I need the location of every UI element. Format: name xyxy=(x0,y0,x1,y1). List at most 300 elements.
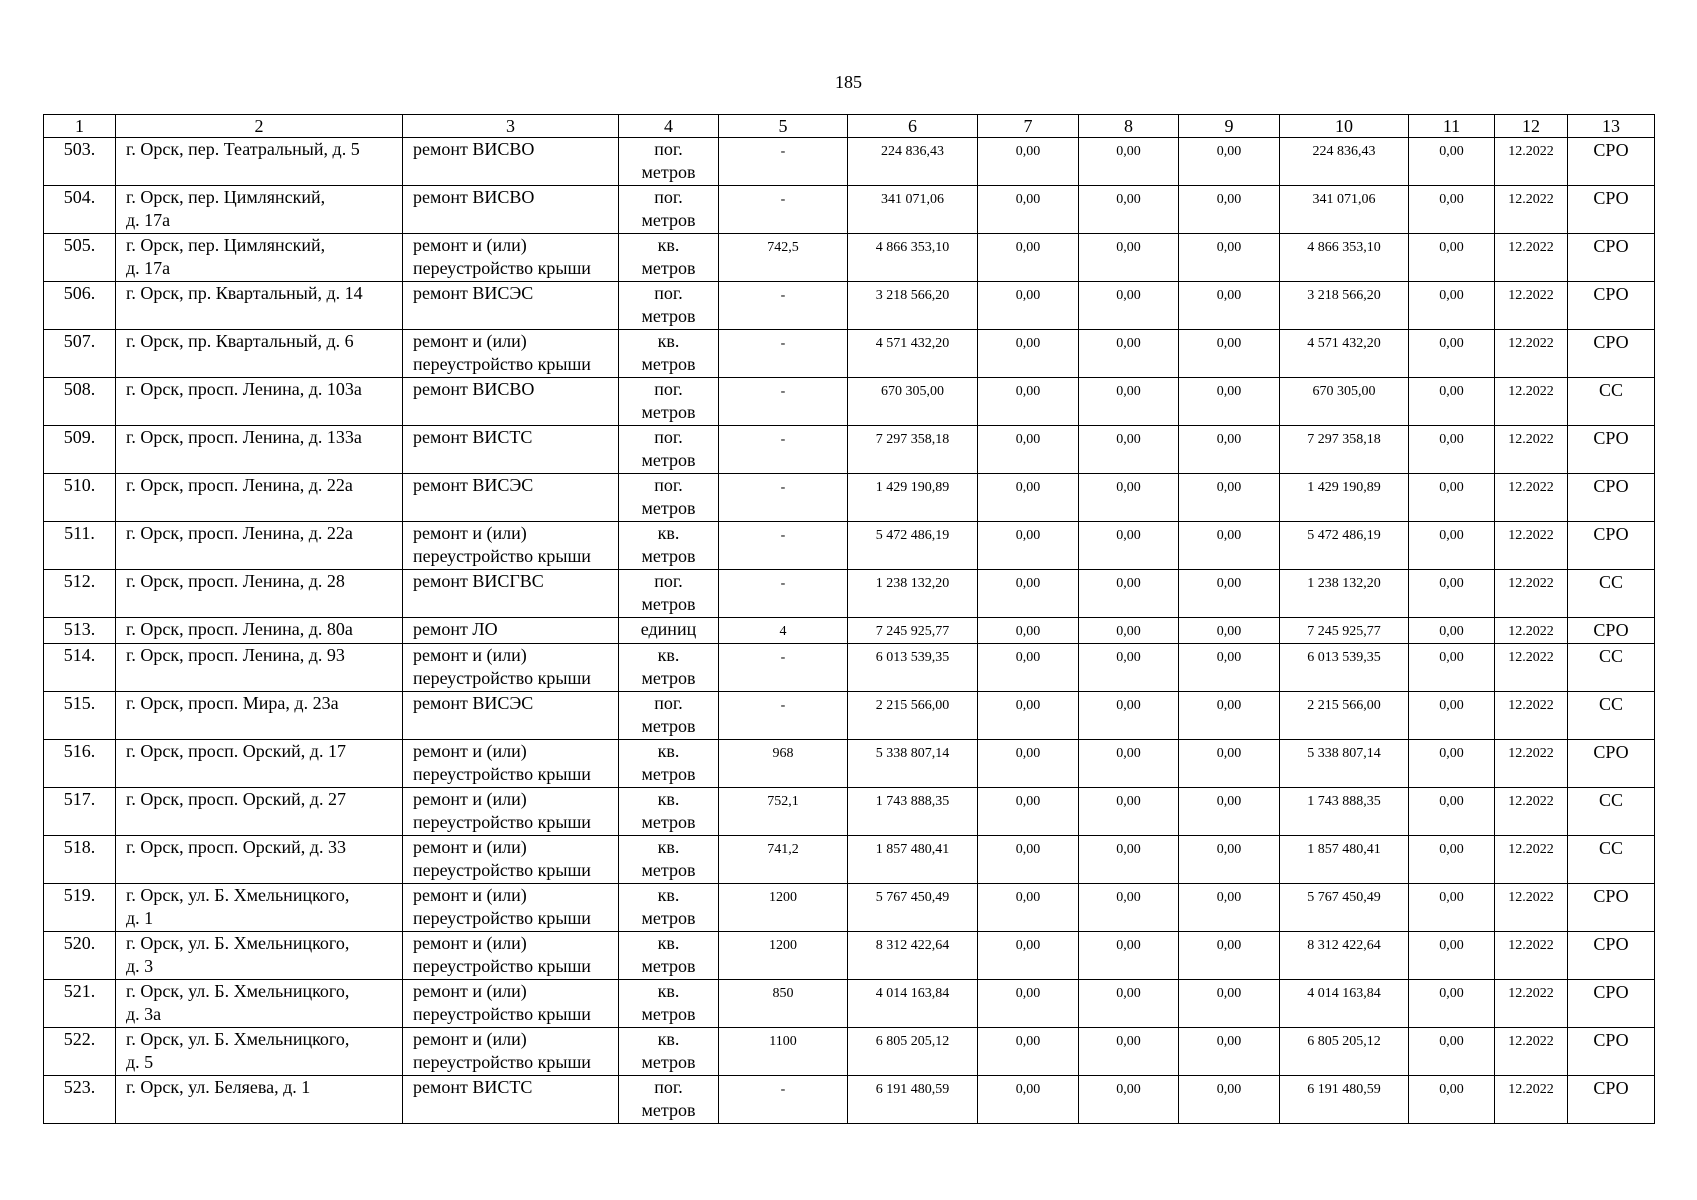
row-number: 508. xyxy=(44,378,116,426)
address-line: г. Орск, пер. Цимлянский, xyxy=(126,235,326,255)
row-number: 521. xyxy=(44,980,116,1028)
row-number: 523. xyxy=(44,1076,116,1124)
address-line: г. Орск, ул. Беляева, д. 1 xyxy=(126,1077,311,1097)
fund-cell-8: 0,00 xyxy=(1079,138,1179,186)
fund-cell-9: 0,00 xyxy=(1179,1028,1280,1076)
other-funds-cell: 0,00 xyxy=(1409,692,1495,740)
table-row xyxy=(44,522,1655,570)
owner-funds-cell: 7 245 925,77 xyxy=(1280,618,1409,644)
deadline-cell: 12.2022 xyxy=(1495,980,1568,1028)
unit-cell xyxy=(619,282,719,330)
total-cost-cell: 4 571 432,20 xyxy=(848,330,978,378)
address-line: г. Орск, просп. Ленина, д. 93 xyxy=(126,645,345,665)
work-type-line: ремонт и (или) xyxy=(413,523,527,543)
owner-funds-cell: 1 429 190,89 xyxy=(1280,474,1409,522)
fund-cell-7: 0,00 xyxy=(978,186,1079,234)
owner-funds-cell: 5 472 486,19 xyxy=(1280,522,1409,570)
fund-cell-9: 0,00 xyxy=(1179,474,1280,522)
unit-cell xyxy=(619,884,719,932)
volume-cell: 742,5 xyxy=(719,234,848,282)
total-cost-cell: 1 429 190,89 xyxy=(848,474,978,522)
unit-cell xyxy=(619,234,719,282)
work-type-cell xyxy=(403,522,619,570)
fund-cell-8: 0,00 xyxy=(1079,186,1179,234)
fund-cell-8: 0,00 xyxy=(1079,1028,1179,1076)
unit-cell xyxy=(619,618,719,644)
other-funds-cell: 0,00 xyxy=(1409,836,1495,884)
work-type-cell xyxy=(403,282,619,330)
fund-cell-7: 0,00 xyxy=(978,138,1079,186)
fund-cell-7: 0,00 xyxy=(978,618,1079,644)
address-cell xyxy=(116,426,403,474)
deadline-cell: 12.2022 xyxy=(1495,692,1568,740)
fund-cell-9: 0,00 xyxy=(1179,234,1280,282)
row-number: 511. xyxy=(44,522,116,570)
other-funds-cell: 0,00 xyxy=(1409,740,1495,788)
volume-cell: 741,2 xyxy=(719,836,848,884)
unit-cell xyxy=(619,378,719,426)
volume-cell: 752,1 xyxy=(719,788,848,836)
fund-cell-9: 0,00 xyxy=(1179,570,1280,618)
work-type-line: переустройство крыши xyxy=(413,668,591,688)
table-row xyxy=(44,138,1655,186)
deadline-cell: 12.2022 xyxy=(1495,426,1568,474)
row-number: 507. xyxy=(44,330,116,378)
other-funds-cell: 0,00 xyxy=(1409,618,1495,644)
table-row xyxy=(44,186,1655,234)
deadline-cell: 12.2022 xyxy=(1495,618,1568,644)
fund-cell-7: 0,00 xyxy=(978,932,1079,980)
row-number: 504. xyxy=(44,186,116,234)
table-row xyxy=(44,330,1655,378)
unit-line: кв. xyxy=(657,645,680,665)
fund-cell-9: 0,00 xyxy=(1179,378,1280,426)
unit-line: метров xyxy=(641,306,696,326)
unit-line: метров xyxy=(641,908,696,928)
fund-cell-8: 0,00 xyxy=(1079,932,1179,980)
address-line: г. Орск, просп. Ленина, д. 22а xyxy=(126,523,353,543)
address-line: г. Орск, просп. Ленина, д. 80а xyxy=(126,619,353,639)
unit-line: кв. xyxy=(657,741,680,761)
fund-cell-9: 0,00 xyxy=(1179,932,1280,980)
fund-cell-7: 0,00 xyxy=(978,378,1079,426)
unit-line: пог. xyxy=(654,1077,683,1097)
unit-cell xyxy=(619,740,719,788)
total-cost-cell: 1 743 888,35 xyxy=(848,788,978,836)
account-type-cell: СРО xyxy=(1568,740,1655,788)
deadline-cell: 12.2022 xyxy=(1495,740,1568,788)
table-row xyxy=(44,932,1655,980)
fund-cell-7: 0,00 xyxy=(978,1076,1079,1124)
work-type-line: ремонт и (или) xyxy=(413,837,527,857)
address-line: г. Орск, просп. Орский, д. 33 xyxy=(126,837,346,857)
total-cost-cell: 3 218 566,20 xyxy=(848,282,978,330)
work-type-line: переустройство крыши xyxy=(413,546,591,566)
fund-cell-9: 0,00 xyxy=(1179,330,1280,378)
unit-cell xyxy=(619,932,719,980)
address-line: г. Орск, просп. Орский, д. 27 xyxy=(126,789,346,809)
work-type-line: переустройство крыши xyxy=(413,908,591,928)
deadline-cell: 12.2022 xyxy=(1495,186,1568,234)
unit-line: метров xyxy=(641,258,696,278)
deadline-cell: 12.2022 xyxy=(1495,1076,1568,1124)
unit-line: кв. xyxy=(657,981,680,1001)
work-type-cell xyxy=(403,692,619,740)
owner-funds-cell: 5 338 807,14 xyxy=(1280,740,1409,788)
owner-funds-cell: 1 743 888,35 xyxy=(1280,788,1409,836)
unit-line: кв. xyxy=(657,933,680,953)
unit-line: метров xyxy=(641,668,696,688)
work-type-line: ремонт ВИСТС xyxy=(413,427,533,447)
other-funds-cell: 0,00 xyxy=(1409,1028,1495,1076)
address-line: д. 17а xyxy=(126,210,171,230)
address-line: г. Орск, пер. Цимлянский, xyxy=(126,187,326,207)
account-type-cell: СРО xyxy=(1568,980,1655,1028)
total-cost-cell: 224 836,43 xyxy=(848,138,978,186)
owner-funds-cell: 4 866 353,10 xyxy=(1280,234,1409,282)
deadline-cell: 12.2022 xyxy=(1495,234,1568,282)
other-funds-cell: 0,00 xyxy=(1409,644,1495,692)
work-type-line: переустройство крыши xyxy=(413,354,591,374)
unit-cell xyxy=(619,426,719,474)
volume-cell: 1100 xyxy=(719,1028,848,1076)
work-type-line: переустройство крыши xyxy=(413,764,591,784)
row-number: 516. xyxy=(44,740,116,788)
address-cell xyxy=(116,138,403,186)
row-number: 520. xyxy=(44,932,116,980)
volume-cell: - xyxy=(719,186,848,234)
address-cell xyxy=(116,618,403,644)
fund-cell-7: 0,00 xyxy=(978,836,1079,884)
unit-cell xyxy=(619,474,719,522)
deadline-cell: 12.2022 xyxy=(1495,138,1568,186)
fund-cell-7: 0,00 xyxy=(978,234,1079,282)
total-cost-cell: 1 857 480,41 xyxy=(848,836,978,884)
volume-cell: - xyxy=(719,426,848,474)
work-type-cell xyxy=(403,980,619,1028)
account-type-cell: СРО xyxy=(1568,1076,1655,1124)
work-type-cell xyxy=(403,474,619,522)
owner-funds-cell: 1 238 132,20 xyxy=(1280,570,1409,618)
address-line: г. Орск, пр. Квартальный, д. 6 xyxy=(126,331,354,351)
row-number: 522. xyxy=(44,1028,116,1076)
row-number: 519. xyxy=(44,884,116,932)
volume-cell: 4 xyxy=(719,618,848,644)
address-line: г. Орск, просп. Мира, д. 23а xyxy=(126,693,339,713)
address-cell xyxy=(116,1076,403,1124)
column-header: 10 xyxy=(1280,115,1409,138)
unit-cell xyxy=(619,138,719,186)
work-type-line: ремонт ЛО xyxy=(413,619,498,639)
address-cell xyxy=(116,884,403,932)
unit-line: метров xyxy=(641,210,696,230)
deadline-cell: 12.2022 xyxy=(1495,474,1568,522)
work-type-cell xyxy=(403,836,619,884)
row-number: 505. xyxy=(44,234,116,282)
unit-line: метров xyxy=(641,860,696,880)
account-type-cell: СРО xyxy=(1568,932,1655,980)
volume-cell: - xyxy=(719,330,848,378)
column-header: 7 xyxy=(978,115,1079,138)
fund-cell-8: 0,00 xyxy=(1079,378,1179,426)
unit-line: метров xyxy=(641,1100,696,1120)
volume-cell: - xyxy=(719,522,848,570)
unit-line: метров xyxy=(641,450,696,470)
address-cell xyxy=(116,282,403,330)
work-type-line: ремонт и (или) xyxy=(413,885,527,905)
owner-funds-cell: 6 013 539,35 xyxy=(1280,644,1409,692)
work-type-line: переустройство крыши xyxy=(413,1004,591,1024)
work-type-cell xyxy=(403,234,619,282)
fund-cell-9: 0,00 xyxy=(1179,186,1280,234)
other-funds-cell: 0,00 xyxy=(1409,234,1495,282)
work-type-cell xyxy=(403,570,619,618)
table-row xyxy=(44,1028,1655,1076)
total-cost-cell: 6 805 205,12 xyxy=(848,1028,978,1076)
column-header: 3 xyxy=(403,115,619,138)
table-row xyxy=(44,378,1655,426)
column-header: 13 xyxy=(1568,115,1655,138)
fund-cell-8: 0,00 xyxy=(1079,618,1179,644)
address-line: г. Орск, просп. Ленина, д. 28 xyxy=(126,571,345,591)
table-row xyxy=(44,618,1655,644)
row-number: 514. xyxy=(44,644,116,692)
volume-cell: - xyxy=(719,474,848,522)
deadline-cell: 12.2022 xyxy=(1495,932,1568,980)
address-cell xyxy=(116,836,403,884)
volume-cell: 850 xyxy=(719,980,848,1028)
address-cell xyxy=(116,522,403,570)
volume-cell: - xyxy=(719,1076,848,1124)
address-line: д. 5 xyxy=(126,1052,154,1072)
other-funds-cell: 0,00 xyxy=(1409,282,1495,330)
unit-cell xyxy=(619,330,719,378)
fund-cell-7: 0,00 xyxy=(978,1028,1079,1076)
fund-cell-7: 0,00 xyxy=(978,282,1079,330)
fund-cell-8: 0,00 xyxy=(1079,644,1179,692)
table-row xyxy=(44,836,1655,884)
fund-cell-7: 0,00 xyxy=(978,474,1079,522)
volume-cell: 1200 xyxy=(719,884,848,932)
repair-table xyxy=(43,114,1655,1124)
column-header: 11 xyxy=(1409,115,1495,138)
column-header: 4 xyxy=(619,115,719,138)
account-type-cell: СС xyxy=(1568,378,1655,426)
fund-cell-9: 0,00 xyxy=(1179,644,1280,692)
volume-cell: - xyxy=(719,692,848,740)
work-type-cell xyxy=(403,618,619,644)
owner-funds-cell: 4 571 432,20 xyxy=(1280,330,1409,378)
address-cell xyxy=(116,234,403,282)
work-type-cell xyxy=(403,1076,619,1124)
unit-cell xyxy=(619,570,719,618)
work-type-line: переустройство крыши xyxy=(413,258,591,278)
unit-cell xyxy=(619,788,719,836)
owner-funds-cell: 7 297 358,18 xyxy=(1280,426,1409,474)
row-number: 517. xyxy=(44,788,116,836)
table-row xyxy=(44,474,1655,522)
account-type-cell: СС xyxy=(1568,692,1655,740)
row-number: 513. xyxy=(44,618,116,644)
total-cost-cell: 5 338 807,14 xyxy=(848,740,978,788)
work-type-line: ремонт и (или) xyxy=(413,789,527,809)
unit-line: пог. xyxy=(654,187,683,207)
work-type-line: ремонт ВИСГВС xyxy=(413,571,544,591)
unit-line: пог. xyxy=(654,475,683,495)
total-cost-cell: 4 014 163,84 xyxy=(848,980,978,1028)
address-line: г. Орск, просп. Орский, д. 17 xyxy=(126,741,346,761)
work-type-cell xyxy=(403,932,619,980)
unit-line: метров xyxy=(641,764,696,784)
fund-cell-8: 0,00 xyxy=(1079,330,1179,378)
address-line: г. Орск, пер. Театральный, д. 5 xyxy=(126,139,360,159)
fund-cell-8: 0,00 xyxy=(1079,980,1179,1028)
total-cost-cell: 7 297 358,18 xyxy=(848,426,978,474)
deadline-cell: 12.2022 xyxy=(1495,522,1568,570)
account-type-cell: СС xyxy=(1568,788,1655,836)
address-cell xyxy=(116,980,403,1028)
column-header: 5 xyxy=(719,115,848,138)
unit-cell xyxy=(619,644,719,692)
work-type-line: ремонт ВИСВО xyxy=(413,187,535,207)
address-cell xyxy=(116,932,403,980)
account-type-cell: СРО xyxy=(1568,138,1655,186)
deadline-cell: 12.2022 xyxy=(1495,378,1568,426)
volume-cell: - xyxy=(719,644,848,692)
fund-cell-7: 0,00 xyxy=(978,330,1079,378)
table-row xyxy=(44,282,1655,330)
table-body xyxy=(44,138,1655,1124)
total-cost-cell: 6 191 480,59 xyxy=(848,1076,978,1124)
total-cost-cell: 670 305,00 xyxy=(848,378,978,426)
other-funds-cell: 0,00 xyxy=(1409,474,1495,522)
unit-cell xyxy=(619,836,719,884)
fund-cell-7: 0,00 xyxy=(978,740,1079,788)
column-header: 2 xyxy=(116,115,403,138)
unit-line: метров xyxy=(641,594,696,614)
fund-cell-8: 0,00 xyxy=(1079,692,1179,740)
fund-cell-7: 0,00 xyxy=(978,426,1079,474)
table-row xyxy=(44,884,1655,932)
unit-cell xyxy=(619,1076,719,1124)
work-type-line: ремонт ВИСЭС xyxy=(413,283,534,303)
address-cell xyxy=(116,644,403,692)
fund-cell-9: 0,00 xyxy=(1179,836,1280,884)
owner-funds-cell: 6 191 480,59 xyxy=(1280,1076,1409,1124)
table-row xyxy=(44,644,1655,692)
fund-cell-8: 0,00 xyxy=(1079,426,1179,474)
unit-cell xyxy=(619,186,719,234)
work-type-cell xyxy=(403,1028,619,1076)
work-type-line: переустройство крыши xyxy=(413,1052,591,1072)
fund-cell-8: 0,00 xyxy=(1079,884,1179,932)
address-cell xyxy=(116,1028,403,1076)
unit-line: метров xyxy=(641,812,696,832)
unit-line: кв. xyxy=(657,523,680,543)
fund-cell-7: 0,00 xyxy=(978,788,1079,836)
owner-funds-cell: 224 836,43 xyxy=(1280,138,1409,186)
volume-cell: - xyxy=(719,570,848,618)
account-type-cell: СС xyxy=(1568,644,1655,692)
address-cell xyxy=(116,740,403,788)
row-number: 512. xyxy=(44,570,116,618)
address-line: д. 3а xyxy=(126,1004,162,1024)
fund-cell-7: 0,00 xyxy=(978,692,1079,740)
fund-cell-9: 0,00 xyxy=(1179,692,1280,740)
address-line: г. Орск, просп. Ленина, д. 133а xyxy=(126,427,362,447)
address-line: г. Орск, ул. Б. Хмельницкого, xyxy=(126,885,350,905)
other-funds-cell: 0,00 xyxy=(1409,884,1495,932)
address-cell xyxy=(116,186,403,234)
fund-cell-7: 0,00 xyxy=(978,980,1079,1028)
work-type-cell xyxy=(403,884,619,932)
volume-cell: - xyxy=(719,378,848,426)
other-funds-cell: 0,00 xyxy=(1409,138,1495,186)
other-funds-cell: 0,00 xyxy=(1409,788,1495,836)
address-cell xyxy=(116,692,403,740)
work-type-line: ремонт и (или) xyxy=(413,235,527,255)
row-number: 506. xyxy=(44,282,116,330)
fund-cell-7: 0,00 xyxy=(978,570,1079,618)
address-line: г. Орск, ул. Б. Хмельницкого, xyxy=(126,981,350,1001)
fund-cell-9: 0,00 xyxy=(1179,618,1280,644)
address-line: г. Орск, ул. Б. Хмельницкого, xyxy=(126,1029,350,1049)
other-funds-cell: 0,00 xyxy=(1409,426,1495,474)
unit-cell xyxy=(619,1028,719,1076)
work-type-cell xyxy=(403,186,619,234)
table-row xyxy=(44,980,1655,1028)
owner-funds-cell: 2 215 566,00 xyxy=(1280,692,1409,740)
owner-funds-cell: 3 218 566,20 xyxy=(1280,282,1409,330)
address-cell xyxy=(116,788,403,836)
address-line: г. Орск, просп. Ленина, д. 103а xyxy=(126,379,362,399)
address-line: г. Орск, просп. Ленина, д. 22а xyxy=(126,475,353,495)
work-type-cell xyxy=(403,378,619,426)
work-type-line: ремонт и (или) xyxy=(413,331,527,351)
column-header: 9 xyxy=(1179,115,1280,138)
account-type-cell: СРО xyxy=(1568,522,1655,570)
total-cost-cell: 2 215 566,00 xyxy=(848,692,978,740)
other-funds-cell: 0,00 xyxy=(1409,522,1495,570)
other-funds-cell: 0,00 xyxy=(1409,932,1495,980)
owner-funds-cell: 5 767 450,49 xyxy=(1280,884,1409,932)
total-cost-cell: 1 238 132,20 xyxy=(848,570,978,618)
deadline-cell: 12.2022 xyxy=(1495,282,1568,330)
address-line: д. 1 xyxy=(126,908,154,928)
work-type-line: ремонт и (или) xyxy=(413,1029,527,1049)
total-cost-cell: 6 013 539,35 xyxy=(848,644,978,692)
account-type-cell: СРО xyxy=(1568,186,1655,234)
unit-line: кв. xyxy=(657,331,680,351)
table-row xyxy=(44,426,1655,474)
deadline-cell: 12.2022 xyxy=(1495,788,1568,836)
unit-line: метров xyxy=(641,162,696,182)
table-row xyxy=(44,788,1655,836)
owner-funds-cell: 8 312 422,64 xyxy=(1280,932,1409,980)
volume-cell: - xyxy=(719,282,848,330)
fund-cell-7: 0,00 xyxy=(978,522,1079,570)
other-funds-cell: 0,00 xyxy=(1409,186,1495,234)
work-type-cell xyxy=(403,740,619,788)
table-row xyxy=(44,234,1655,282)
fund-cell-8: 0,00 xyxy=(1079,836,1179,884)
other-funds-cell: 0,00 xyxy=(1409,1076,1495,1124)
account-type-cell: СС xyxy=(1568,836,1655,884)
unit-line: единиц xyxy=(640,619,697,639)
work-type-line: ремонт ВИСВО xyxy=(413,139,535,159)
owner-funds-cell: 670 305,00 xyxy=(1280,378,1409,426)
unit-line: пог. xyxy=(654,283,683,303)
